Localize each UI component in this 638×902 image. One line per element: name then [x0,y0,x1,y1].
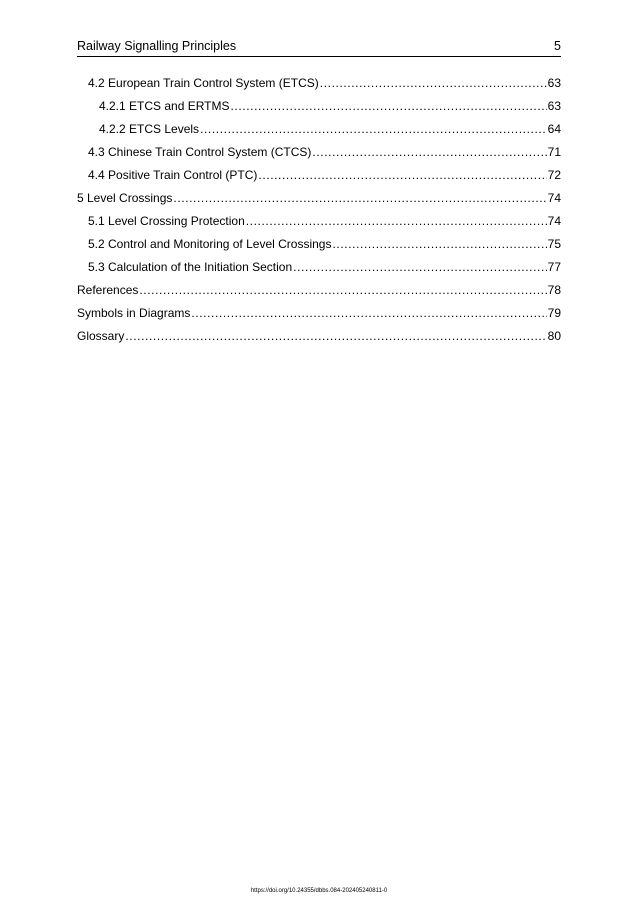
toc-leader-dots [191,305,546,321]
toc-entry-page: 78 [547,283,561,297]
toc-leader-dots [258,167,546,183]
doi-footer: https://doi.org/10.24355/dbbs.084-202405240811-0 [250,888,388,894]
toc-entry-title: Glossary [77,329,125,343]
toc-entry[interactable] [77,321,561,344]
toc-leader-dots [139,282,546,298]
toc-entry[interactable] [77,206,561,229]
toc-entry-page: 64 [547,122,561,136]
toc-entry-title: 5.3 Calculation of the Initiation Section [88,260,293,274]
toc-entry[interactable] [77,275,561,298]
toc-entry-title: 4.4 Positive Train Control (PTC) [88,168,258,182]
toc-leader-dots [293,259,547,275]
toc-leader-dots [246,213,547,229]
header-page-number: 5 [554,39,561,53]
toc-leader-dots [312,144,546,160]
header-title: Railway Signalling Principles [77,39,237,53]
toc-entry[interactable] [77,68,561,91]
toc-entry-page: 75 [547,237,561,251]
toc-entry[interactable] [77,229,561,252]
toc-entry-title: References [77,283,139,297]
toc-leader-dots [320,75,547,91]
toc-entry-title: 5.2 Control and Monitoring of Level Crossings [88,237,332,251]
toc-entry[interactable] [77,252,561,275]
toc-leader-dots [332,236,546,252]
toc-entry-page: 74 [547,191,561,205]
toc-entry[interactable] [77,183,561,206]
toc-entry-page: 72 [547,168,561,182]
toc-entry[interactable] [77,137,561,160]
toc-entry[interactable] [77,160,561,183]
toc-leader-dots [125,328,546,344]
toc-entry-title: 4.3 Chinese Train Control System (CTCS) [88,145,312,159]
toc-entry-title: 4.2 European Train Control System (ETCS) [88,76,319,90]
toc-entry-title: 4.2.2 ETCS Levels [99,122,200,136]
toc-entry-title: Symbols in Diagrams [77,306,191,320]
toc-entry-page: 80 [547,329,561,343]
toc-entry-title: 5.1 Level Crossing Protection [88,214,245,228]
toc-leader-dots [173,190,546,206]
toc-entry-page: 63 [547,99,561,113]
toc-entry-page: 77 [547,260,561,274]
toc-entry[interactable] [77,114,561,137]
toc-leader-dots [200,121,547,137]
toc-entry[interactable] [77,91,561,114]
toc-entry-page: 63 [547,76,561,90]
table-of-contents [77,68,561,344]
toc-entry-title: 4.2.1 ETCS and ERTMS [99,99,230,113]
toc-entry-page: 79 [547,306,561,320]
toc-entry-page: 71 [547,145,561,159]
toc-leader-dots [231,98,547,114]
toc-entry-page: 74 [547,214,561,228]
running-header [77,38,561,57]
toc-entry-title: 5 Level Crossings [77,191,173,205]
toc-entry[interactable] [77,298,561,321]
